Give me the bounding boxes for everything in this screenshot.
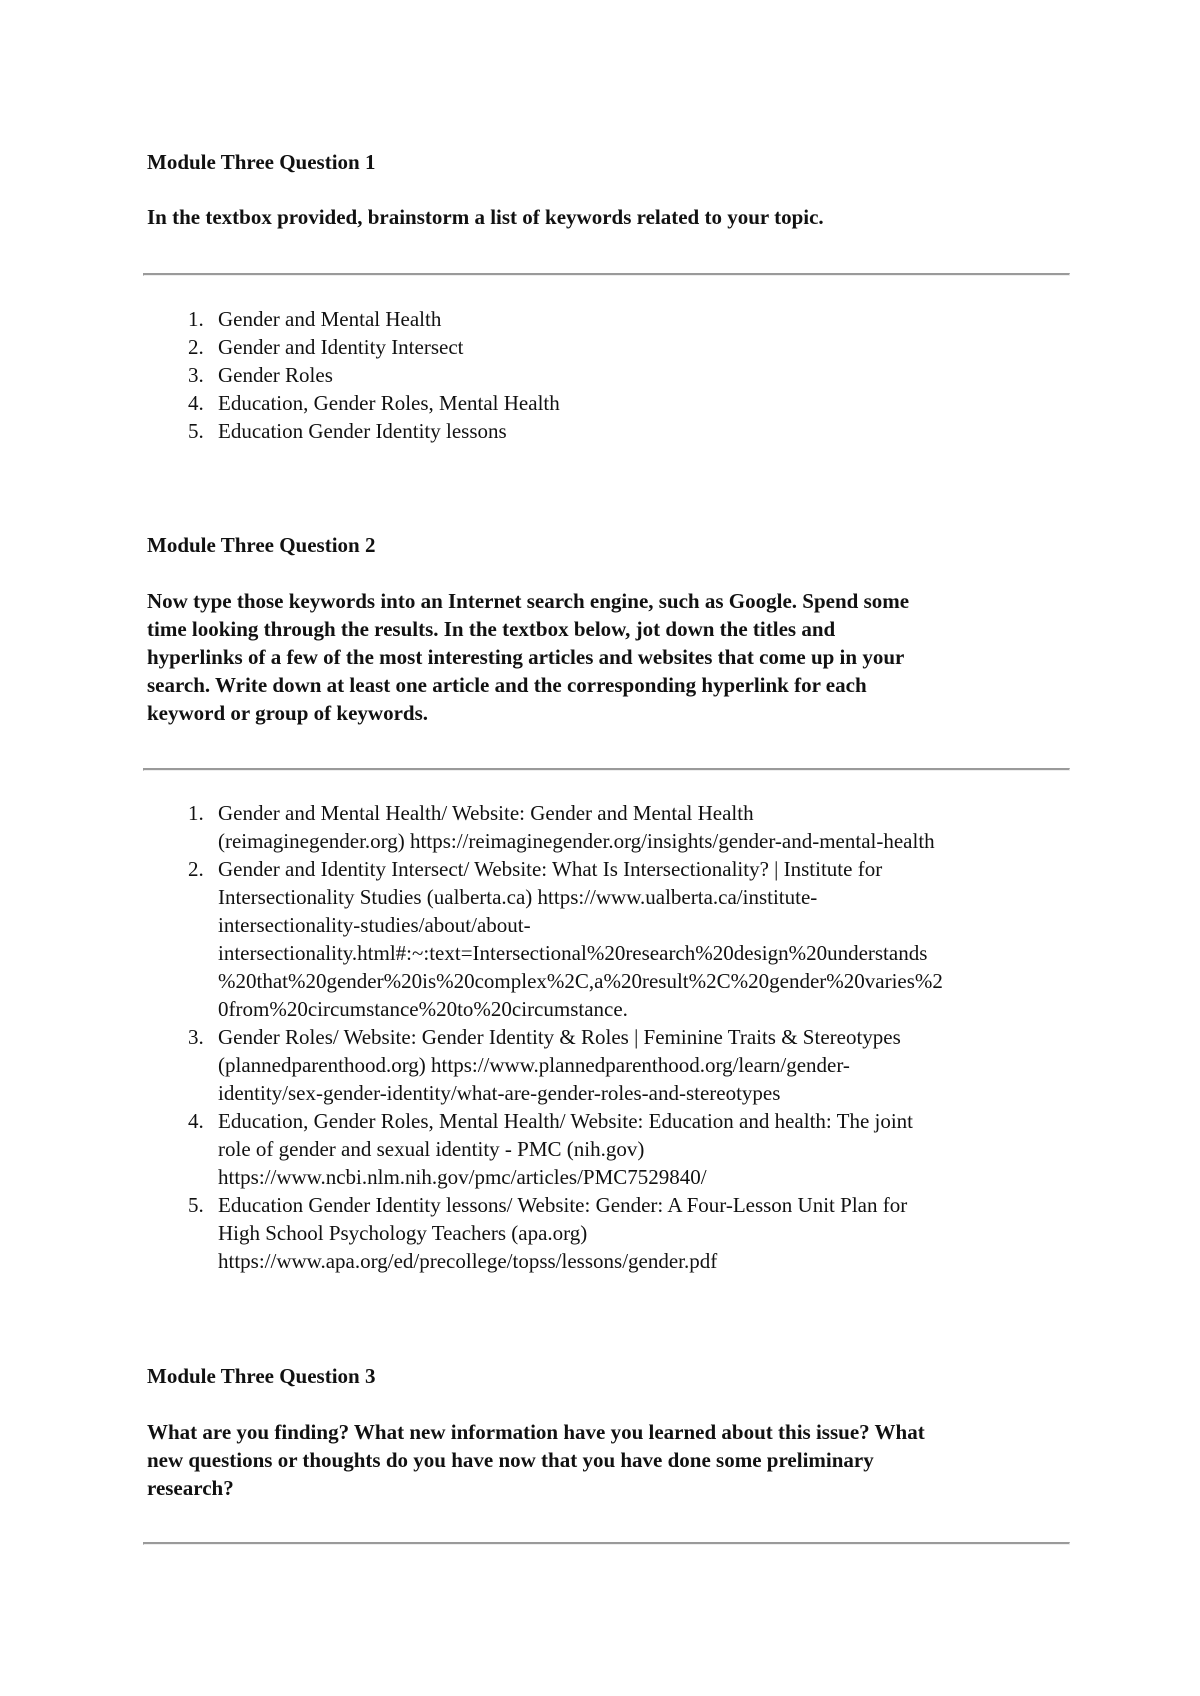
list-item-text-line: Gender and Identity Intersect/ Website: What Is Intersectionality? | Institute for [218, 857, 883, 881]
prompt-line: What are you finding? What new information have you learned about this issue? What [147, 1420, 925, 1444]
list-item-text-line: https://www.apa.org/ed/precollege/topss/lessons/gender.pdf [218, 1249, 718, 1273]
prompt-line: search. Write down at least one article and the corresponding hyperlink for each [147, 673, 867, 697]
q2-answer-list [0, 799, 1080, 1275]
list-item-text-line: identity/sex-gender-identity/what-are-gender-roles-and-stereotypes [218, 1081, 781, 1105]
q2-prompt [147, 587, 1077, 727]
list-item-number: 5. [188, 1193, 204, 1217]
list-item-text-line: Gender Roles/ Website: Gender Identity & Roles | Feminine Traits & Stereotypes [218, 1025, 901, 1049]
list-item-text-line: intersectionality-studies/about/about- [218, 913, 531, 937]
list-item-number: 1. [188, 801, 204, 825]
q3-textbox-divider [143, 1542, 1070, 1545]
list-item [0, 305, 1080, 333]
list-item-text-line: Education, Gender Roles, Mental Health [218, 391, 560, 415]
q2-heading: Module Three Question 2 [147, 533, 376, 557]
list-item-text-line: https://www.ncbi.nlm.nih.gov/pmc/articles/PMC7529840/ [218, 1165, 707, 1189]
list-item-number: 4. [188, 391, 204, 415]
list-item-text-line: High School Psychology Teachers (apa.org) [218, 1221, 588, 1245]
q3-heading: Module Three Question 3 [147, 1364, 376, 1388]
list-item-text-line: (plannedparenthood.org) https://www.plannedparenthood.org/learn/gender- [218, 1053, 850, 1077]
prompt-line: new questions or thoughts do you have now that you have done some preliminary [147, 1448, 874, 1472]
list-item-text-line: 0from%20circumstance%20to%20circumstance. [218, 997, 628, 1021]
prompt-line: hyperlinks of a few of the most interesting articles and websites that come up in your [147, 645, 905, 669]
prompt-line: research? [147, 1476, 234, 1500]
prompt-line: Now type those keywords into an Internet search engine, such as Google. Spend some [147, 589, 910, 613]
list-item [0, 389, 1080, 417]
list-item-number: 4. [188, 1109, 204, 1133]
list-item-text-line: Education, Gender Roles, Mental Health/ Website: Education and health: The joint [218, 1109, 914, 1133]
list-item [0, 1191, 1080, 1275]
list-item-number: 1. [188, 307, 204, 331]
list-item-number: 2. [188, 857, 204, 881]
list-item-text-line: %20that%20gender%20is%20complex%2C,a%20result%2C%20gender%20varies%2 [218, 969, 943, 993]
list-item-text-line: Gender and Mental Health/ Website: Gender and Mental Health [218, 801, 754, 825]
list-item-text-line: Education Gender Identity lessons/ Website: Gender: A Four-Lesson Unit Plan for [218, 1193, 908, 1217]
list-item-number: 2. [188, 335, 204, 359]
list-item-text-line: Gender and Mental Health [218, 307, 442, 331]
list-item-number: 3. [188, 363, 204, 387]
list-item-text-line: role of gender and sexual identity - PMC (nih.gov) [218, 1137, 645, 1161]
list-item [0, 1107, 1080, 1191]
list-item-number: 5. [188, 419, 204, 443]
list-item [0, 799, 1080, 855]
list-item [0, 361, 1080, 389]
q2-textbox-divider [143, 768, 1070, 771]
list-item-text-line: Gender Roles [218, 363, 333, 387]
list-item-text-line: (reimaginegender.org) https://reimaginegender.org/insights/gender-and-mental-health [218, 829, 935, 853]
list-item-text-line: intersectionality.html#:~:text=Intersectional%20research%20design%20understands [218, 941, 928, 965]
q3-prompt [147, 1418, 1077, 1502]
q1-textbox-divider [143, 273, 1070, 276]
list-item [0, 333, 1080, 361]
list-item-text-line: Gender and Identity Intersect [218, 335, 464, 359]
list-item [0, 855, 1080, 1023]
prompt-line: time looking through the results. In the textbox below, jot down the titles and [147, 617, 836, 641]
list-item-text-line: Intersectionality Studies (ualberta.ca) https://www.ualberta.ca/institute- [218, 885, 818, 909]
list-item-number: 3. [188, 1025, 204, 1049]
q1-prompt: In the textbox provided, brainstorm a list of keywords related to your topic. [147, 205, 824, 229]
prompt-line: keyword or group of keywords. [147, 701, 428, 725]
list-item [0, 417, 1080, 445]
q1-answer-list [0, 305, 1080, 445]
q1-heading: Module Three Question 1 [147, 150, 376, 174]
list-item [0, 1023, 1080, 1107]
list-item-text-line: Education Gender Identity lessons [218, 419, 507, 443]
